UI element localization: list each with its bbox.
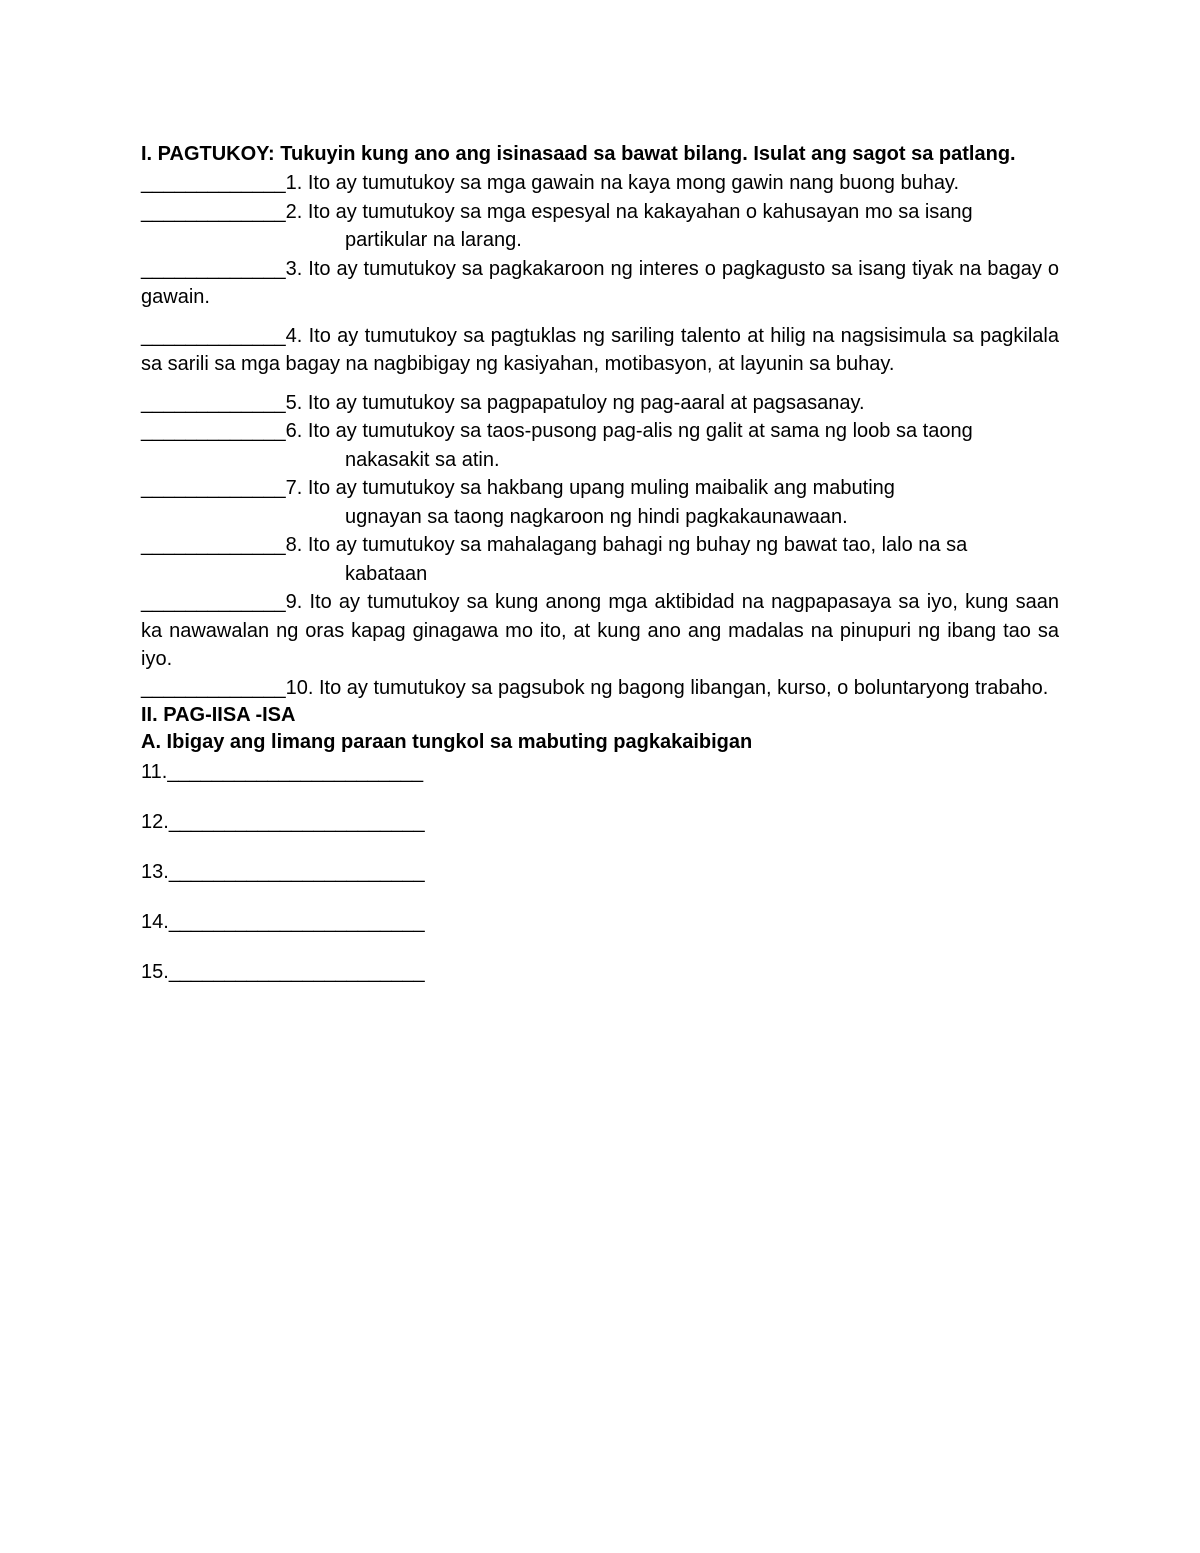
answer-blank: _______________________	[167, 761, 424, 783]
answer-blank: _______________________	[168, 961, 425, 983]
item-4	[141, 322, 1059, 379]
answer-blank: _____________	[141, 200, 286, 223]
item-5	[141, 389, 1059, 418]
section-2	[141, 702, 1059, 1008]
answer-line-11[interactable]	[141, 758, 1059, 808]
answer-number: 13.	[141, 861, 169, 883]
answer-blank: _____________	[141, 591, 286, 613]
item-text: 8. Ito ay tumutukoy sa mahalagang bahagi ng buhay ng bawat tao, lalo na sa	[285, 534, 968, 556]
item-text: 9. Ito ay tumutukoy sa kung anong mga aktibidad na nagpapasaya sa iyo, kung saan ka nawawalan ng oras kapag ginagawa mo ito, at kung ano ang madalas na pinupuri ng ibang tao sa iyo.	[141, 591, 1059, 670]
answer-blank: _____________	[141, 257, 286, 280]
answer-number: 11.	[141, 761, 168, 783]
item-1	[141, 169, 1059, 198]
answer-number: 12.	[141, 811, 169, 833]
item-text-continuation: nakasakit sa atin.	[345, 448, 500, 471]
item-10	[141, 674, 1059, 703]
answer-blank: _______________________	[168, 861, 425, 883]
item-text: 6. Ito ay tumutukoy sa taos-pusong pag-alis ng galit at sama ng loob sa taong	[285, 420, 973, 442]
item-text-continuation: partikular na larang.	[345, 229, 522, 251]
item-8	[141, 531, 1059, 588]
item-6	[141, 417, 1059, 474]
item-9	[141, 588, 1059, 674]
answer-line-15[interactable]	[141, 958, 1059, 1008]
answer-blank: _____________	[141, 534, 286, 556]
item-text: 10. Ito ay tumutukoy sa pagsubok ng bagong libangan, kurso, o boluntaryong trabaho.	[285, 676, 1049, 699]
answer-blank: _____________	[141, 172, 286, 194]
item-text: 7. Ito ay tumutukoy sa hakbang upang muling maibalik ang mabuting	[285, 477, 895, 499]
answer-line-13[interactable]	[141, 858, 1059, 908]
answer-number: 15.	[141, 961, 169, 983]
item-7	[141, 474, 1059, 531]
answer-lines	[141, 758, 1059, 1008]
item-text-continuation: ugnayan sa taong nagkaroon ng hindi pagkakaunawaan.	[345, 505, 848, 528]
answer-blank: _____________	[141, 420, 286, 442]
answer-blank: _______________________	[168, 911, 425, 933]
answer-number: 14.	[141, 911, 169, 933]
answer-line-12[interactable]	[141, 808, 1059, 858]
section-1-heading: I. PAGTUKOY: Tukuyin kung ano ang isinasaad sa bawat bilang. Isulat ang sagot sa patlang.	[141, 143, 1016, 165]
answer-blank: _____________	[141, 324, 286, 347]
answer-line-14[interactable]	[141, 908, 1059, 958]
answer-blank: _____________	[141, 477, 286, 499]
worksheet-body	[141, 140, 1059, 1008]
item-text: 5. Ito ay tumutukoy sa pagpapatuloy ng pag-aaral at pagsasanay.	[285, 391, 865, 414]
item-text-continuation: kabataan	[345, 562, 428, 585]
item-text: 3. Ito ay tumutukoy sa pagkakaroon ng interes o pagkagusto sa isang tiyak na bagay o gawain.	[141, 257, 1059, 308]
answer-blank: _____________	[141, 391, 286, 414]
item-2	[141, 198, 1059, 255]
section-2-subheading: A. Ibigay ang limang paraan tungkol sa mabuting pagkakaibigan	[141, 731, 753, 753]
answer-blank: _______________________	[168, 811, 425, 833]
item-text: 4. Ito ay tumutukoy sa pagtuklas ng sariling talento at hilig na nagsisimula sa pagkilala sa sarili sa mga bagay na nagbibigay ng kasiyahan, motibasyon, at layunin sa buhay.	[141, 324, 1059, 375]
section-2-heading: II. PAG-IISA -ISA	[141, 704, 296, 726]
item-text: 2. Ito ay tumutukoy sa mga espesyal na kakayahan o kahusayan mo sa isang	[285, 200, 973, 223]
item-text: 1. Ito ay tumutukoy sa mga gawain na kaya mong gawin nang buong buhay.	[285, 172, 960, 194]
answer-blank: _____________	[141, 676, 286, 699]
item-3	[141, 255, 1059, 312]
